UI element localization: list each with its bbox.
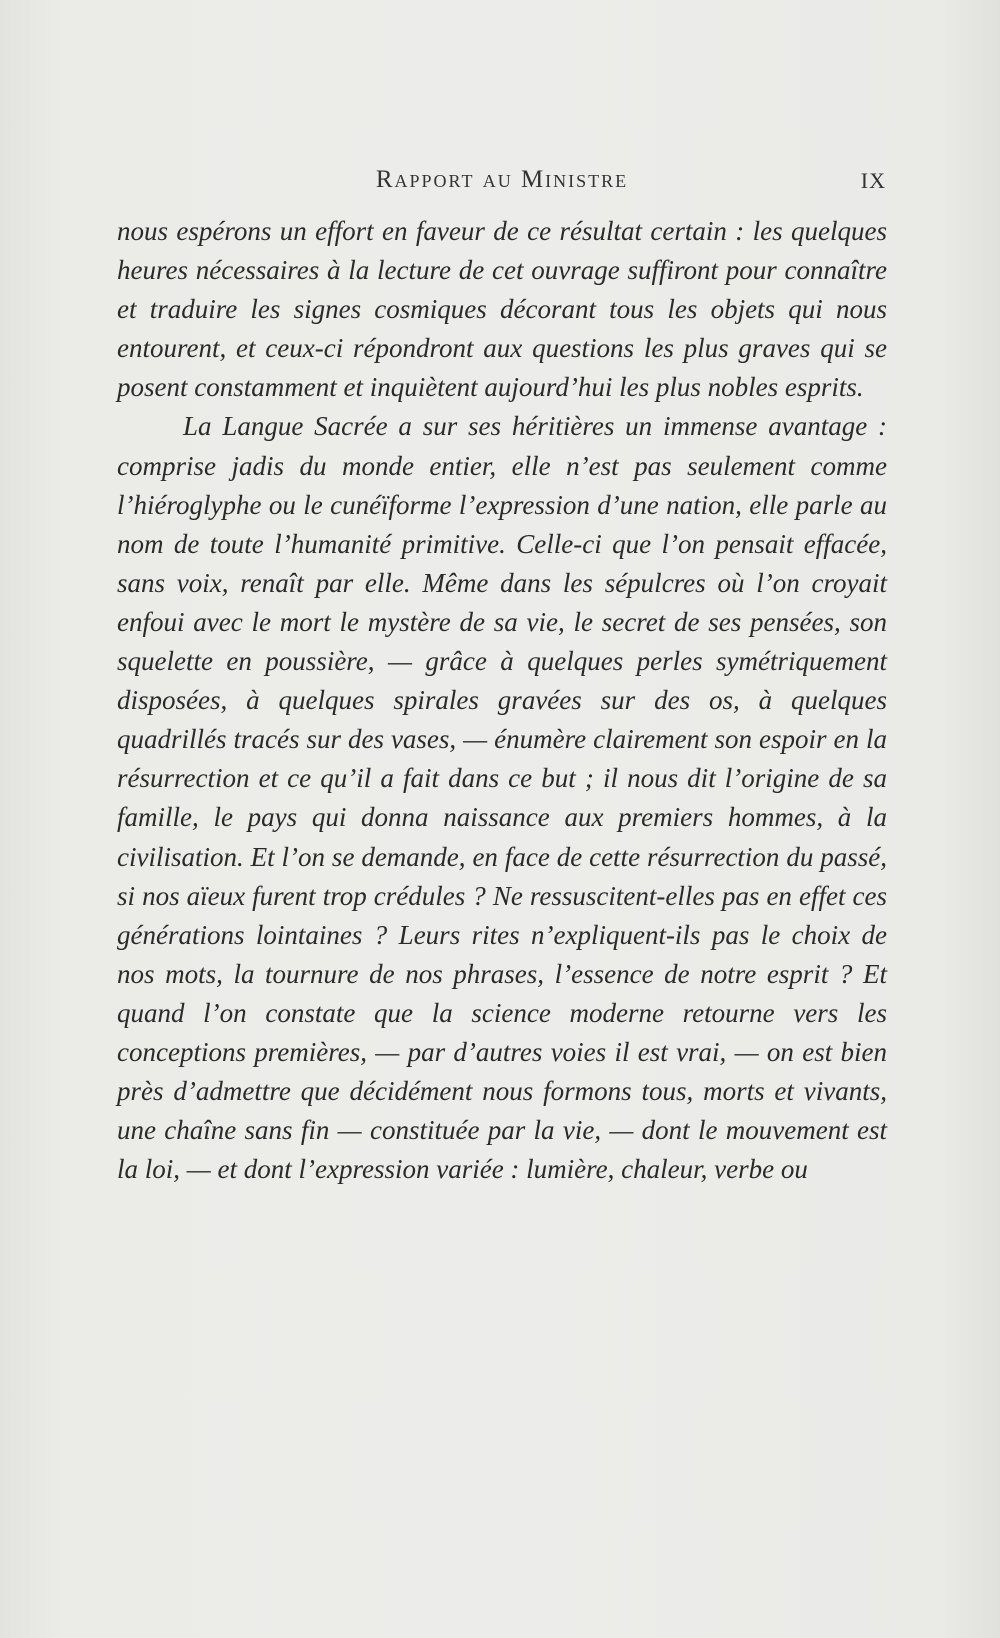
page-header: [118, 166, 886, 196]
running-title: Rapport au Ministre: [375, 166, 629, 193]
paragraph-continued: nous espérons un effort en faveur de ce résultat certain : les quelques heures nécessaires à la lecture de cet ouvrage suffiront pour connaître et traduire les signes cosmiques décorant tous les objets qui nous entourent, et ceux-ci répondront aux questions les plus graves qui se posent constamment et inquiètent aujourd’hui les plus nobles esprits.: [117, 216, 887, 403]
page-number: IX: [860, 168, 886, 193]
body-text: [117, 212, 887, 1189]
paragraph-langue-sacree: La Langue Sacrée a sur ses héritières un immense avantage : comprise jadis du monde entier, elle n’est pas seulement comme l’hiéroglyphe ou le cunéïforme l’expression d’une nation, elle parle au nom de toute l’humanité primitive. Celle-ci que l’on pensait effacée, sans voix, renaît par elle. Même dans les sépulcres où l’on croyait enfoui avec le mort le mystère de sa vie, le secret de ses pensées, son squelette en poussière, — grâce à quelques perles symétriquement disposées, à quelques spirales gravées sur des os, à quelques quadrillés tracés sur des vases, — énumère clairement son espoir en la résurrection et ce qu’il a fait dans ce but ; il nous dit l’origine de sa famille, le pays qui donna naissance aux premiers hommes, à la civilisation. Et l’on se demande, en face de cette résurrection du passé, si nos aïeux furent trop crédules ? Ne ressuscitent-elles pas en effet ces générations lointaines ? Leurs rites n’expliquent-ils pas le choix de nos mots, la tournure de nos phrases, l’essence de notre esprit ? Et quand l’on constate que la science moderne retourne vers les conceptions premières, — par d’autres voies il est vrai, — on est bien près d’admettre que décidément nous formons tous, morts et vivants, une chaîne sans fin — constituée par la vie, — dont le mouvement est la loi, — et dont l’expression variée : lumière, chaleur, verbe ou: [117, 411, 887, 1185]
